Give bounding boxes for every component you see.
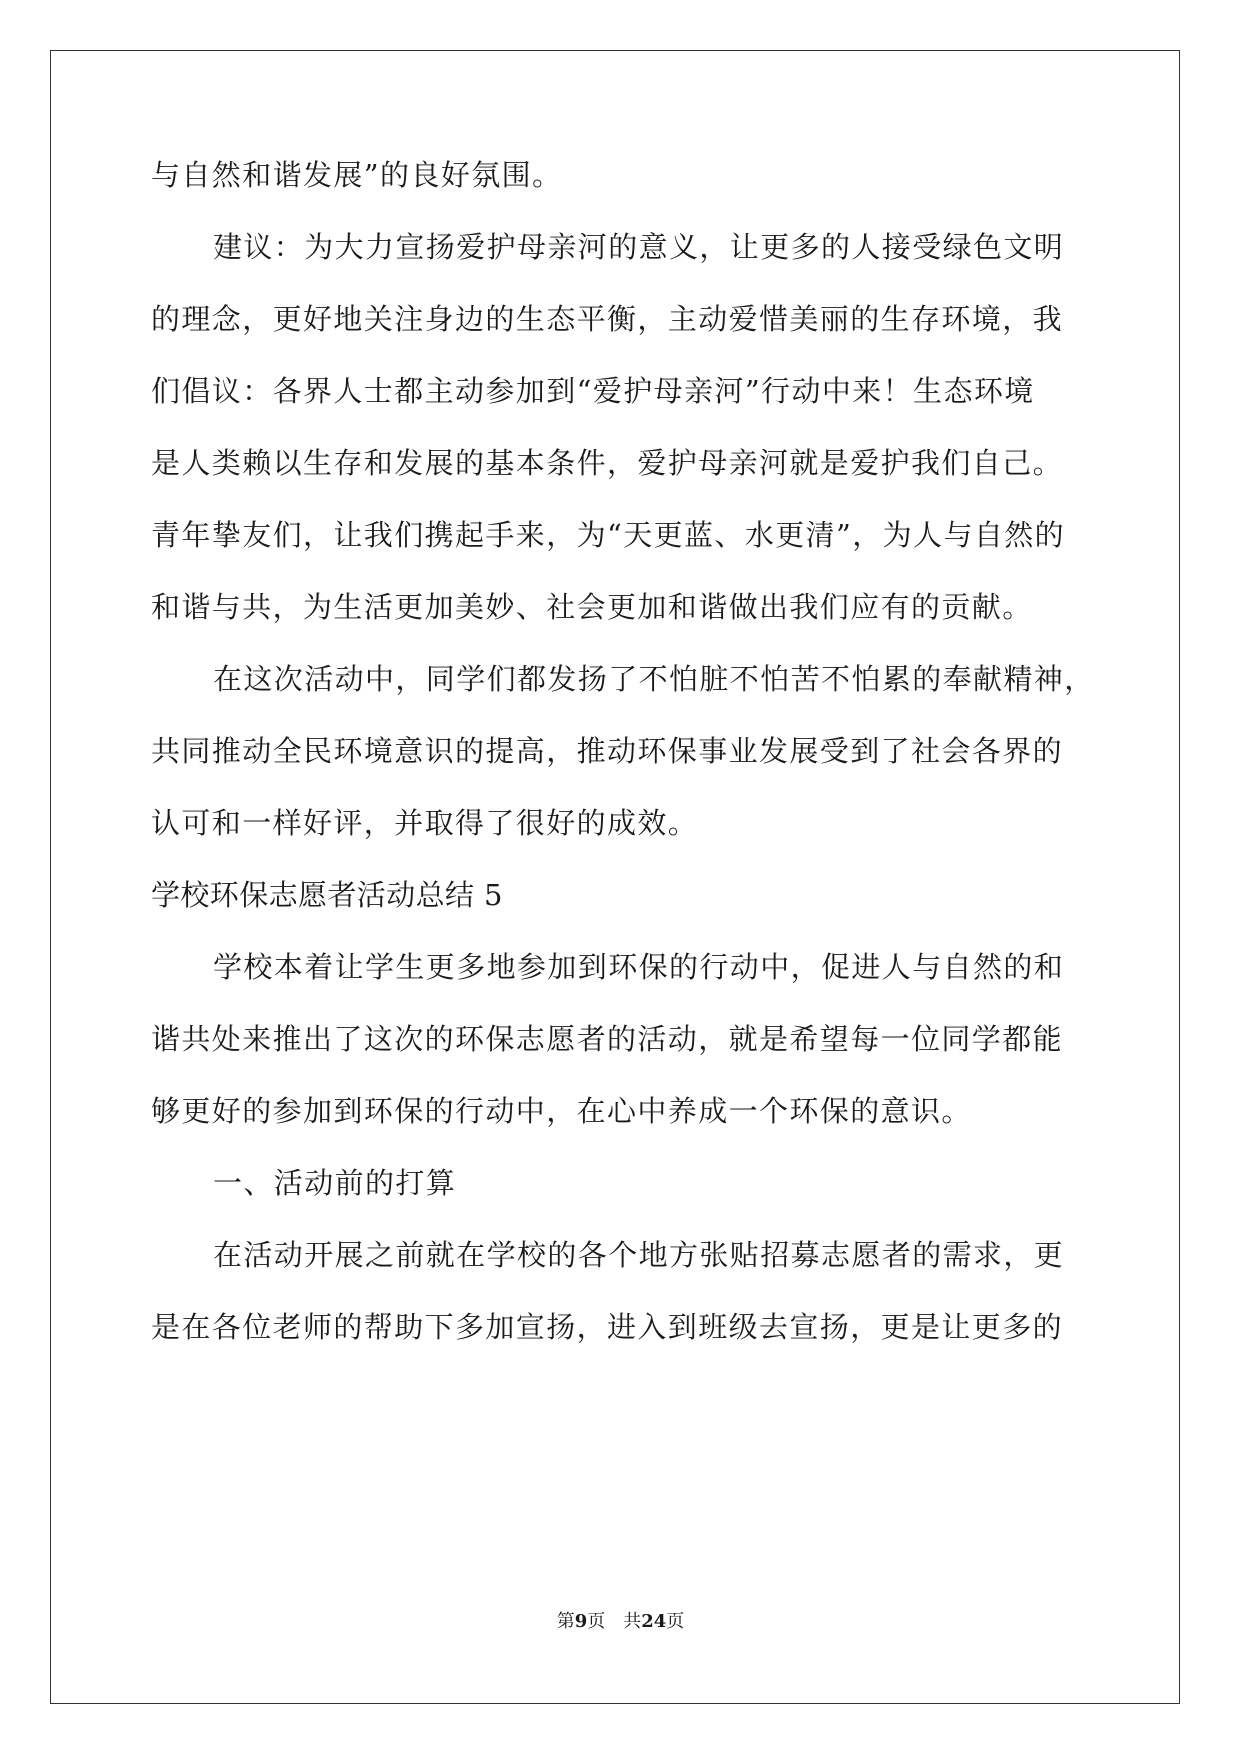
text-line: 们倡议：各界人士都主动参加到“爱护母亲河”行动中来！生态环境 (151, 374, 1035, 408)
text-line: 与自然和谐发展”的良好氛围。 (151, 158, 563, 192)
text-line: 青年挚友们，让我们携起手来，为“天更蓝、水更清”，为人与自然的 (151, 518, 1066, 552)
text-line: 够更好的参加到环保的行动中，在心中养成一个环保的意识。 (151, 1094, 972, 1128)
text-line: 学校本着让学生更多地参加到环保的行动中，促进人与自然的和 (213, 950, 1065, 984)
subsection-heading: 一、活动前的打算 (213, 1166, 457, 1200)
total-prefix: 共 (623, 1611, 642, 1632)
text-line: 在活动开展之前就在学校的各个地方张贴招募志愿者的需求，更 (213, 1238, 1065, 1272)
text-line: 是在各位老师的帮助下多加宣扬，进入到班级去宣扬，更是让更多的 (151, 1310, 1064, 1344)
total-pages: 24 (641, 1611, 667, 1632)
text-line: 认可和一样好评，并取得了很好的成效。 (151, 806, 699, 840)
text-line: 建议：为大力宣扬爱护母亲河的意义，让更多的人接受绿色文明 (213, 230, 1065, 264)
text-line: 共同推动全民环境意识的提高，推动环保事业发展受到了社会各界的 (151, 734, 1064, 768)
text-line: 是人类赖以生存和发展的基本条件，爱护母亲河就是爱护我们自己。 (151, 446, 1064, 480)
page-footer (0, 1610, 1241, 1634)
total-suffix: 页 (666, 1611, 685, 1632)
text-line: 谐共处来推出了这次的环保志愿者的活动，就是希望每一位同学都能 (151, 1022, 1064, 1056)
page-suffix: 页 (587, 1611, 606, 1632)
section-heading: 学校环保志愿者活动总结 5 (151, 878, 503, 912)
text-line: 和谐与共，为生活更加美妙、社会更加和谐做出我们应有的贡献。 (151, 590, 1033, 624)
page-number: 9 (574, 1611, 588, 1632)
page-prefix: 第 (556, 1611, 575, 1632)
text-line: 在这次活动中，同学们都发扬了不怕脏不怕苦不怕累的奉献精神， (213, 662, 1095, 696)
text-line: 的理念，更好地关注身边的生态平衡，主动爱惜美丽的生存环境，我 (151, 302, 1064, 336)
